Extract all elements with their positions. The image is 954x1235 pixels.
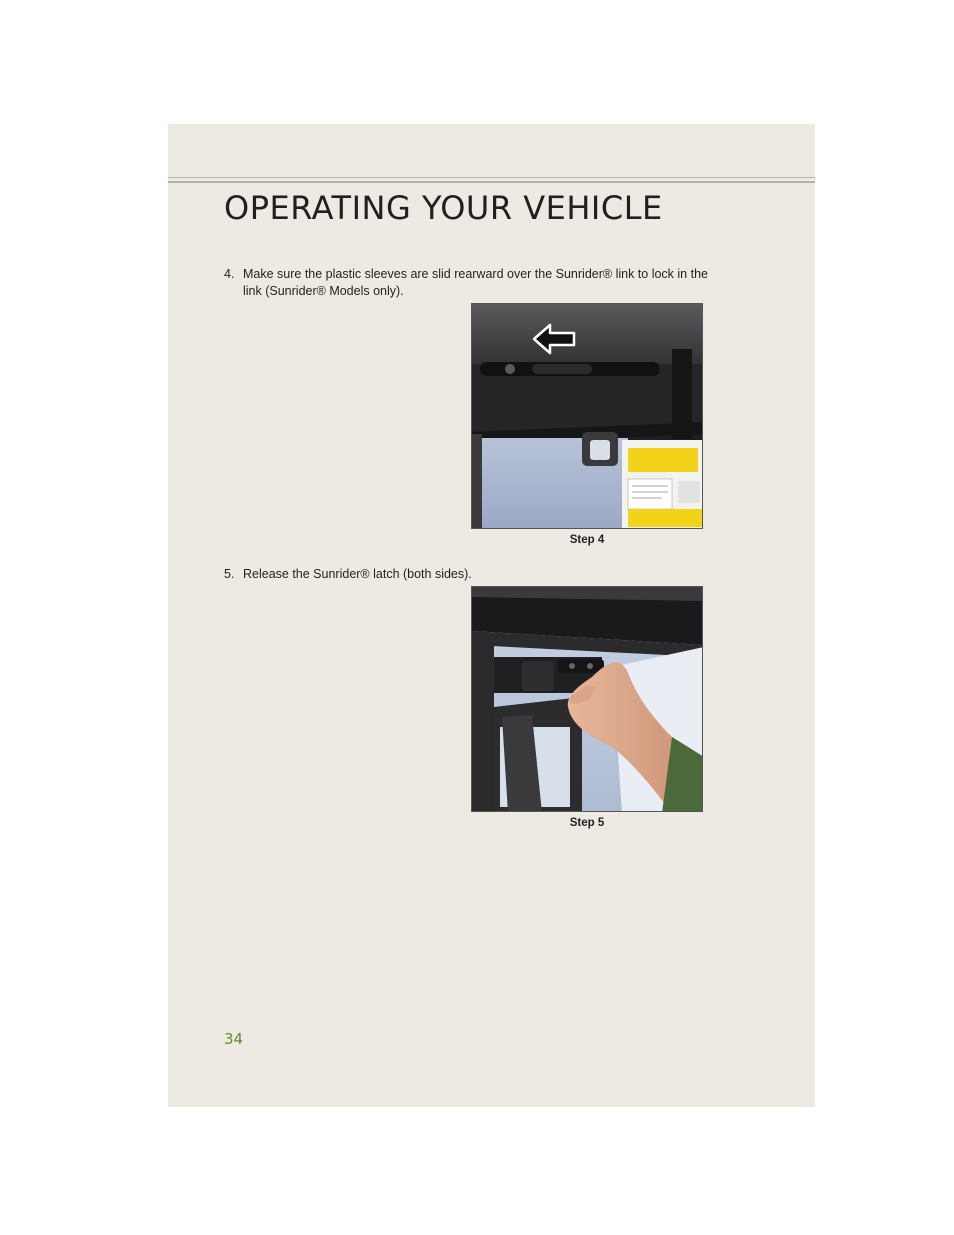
step-5-body: Release the Sunrider® latch (both sides). xyxy=(243,567,472,581)
page-number: 34 xyxy=(224,1030,244,1048)
step-4-photo xyxy=(471,303,703,529)
step-5-photo xyxy=(471,586,703,812)
header-rule-bottom xyxy=(168,181,815,183)
step-4-body: Make sure the plastic sleeves are slid rearward over the Sunrider® link to lock in the link (Sunrider® Models only). xyxy=(243,267,708,298)
step-5-text xyxy=(224,566,709,583)
step-5-number: 5. xyxy=(224,567,235,581)
step-5-caption: Step 5 xyxy=(569,817,605,829)
step-4-text xyxy=(224,266,709,300)
step-4-number: 4. xyxy=(224,267,235,281)
section-title: OPERATING YOUR VEHICLE xyxy=(224,189,663,227)
header-rule-top xyxy=(168,177,815,178)
step-4-caption: Step 4 xyxy=(569,534,605,546)
